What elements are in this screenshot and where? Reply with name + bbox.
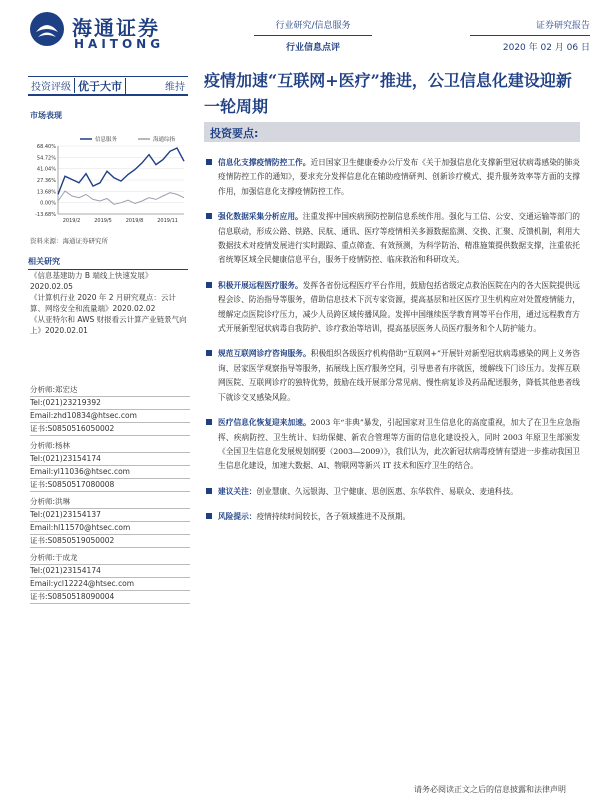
- legend-label: 信息服务: [95, 137, 118, 143]
- analyst-card: [30, 496, 190, 548]
- analyst-tel: Tel:(021)23154174: [30, 565, 190, 578]
- analyst-cert: 证书:S0850516050002: [30, 423, 190, 436]
- key-point-lead: 医疗信息化恢复迎来加速。: [218, 418, 311, 428]
- key-point-text: 发挥各省份远程医疗平台作用，鼓励包括省级定点救治医院在内的各大医院提供远程会诊、防治指导等服务，借助信息技术下沉专家资源，提高基层和社区医疗卫生机构应对处置疫情能力，缓解定点医院诊疗压力，减少人员跨区域传播风险。发挥中国继续医学教育网等平台作用，通过远程教育方式开展新型冠状病毒自我防护、诊疗救治等培训，提高基层医务人员医疗服务和个人防护能力。: [218, 280, 580, 334]
- market-performance-label: 市场表现: [30, 111, 62, 120]
- y-tick-label: 68.40%: [36, 144, 56, 150]
- y-tick-label: -13.68%: [35, 212, 56, 218]
- analyst-card: [30, 440, 190, 492]
- report-type: 证券研究报告: [470, 18, 590, 36]
- key-point-lead: 建议关注：: [218, 486, 257, 496]
- related-item[interactable]: 《计算机行业 2020 年 2 月研究观点：云计算、网络安全和流量端》2020.02.02: [30, 293, 176, 313]
- x-tick-label: 2019/11: [157, 218, 179, 224]
- bullet-icon: [206, 488, 212, 494]
- related-item[interactable]: 《信息基建助力 B 端线上快速发展》2020.02.05: [30, 271, 153, 291]
- y-tick-label: 13.68%: [36, 189, 56, 196]
- related-research-list: [30, 270, 190, 336]
- company-logo: [28, 10, 168, 54]
- x-tick-label: 2019/2: [62, 218, 81, 224]
- report-subcategory: 行业信息点评: [285, 43, 340, 53]
- bullet-icon: [206, 159, 212, 165]
- key-point-text: 创业慧康、久远银海、卫宁健康、思创医惠、东华软件、易联众、麦迪科技。: [256, 486, 518, 496]
- analyst-tel: Tel:(021)23154137: [30, 509, 190, 522]
- y-tick-label: 0.00%: [40, 200, 56, 207]
- y-tick-label: 27.36%: [36, 178, 56, 184]
- logo-english-name: HAITONG: [74, 37, 165, 51]
- key-point: [204, 210, 580, 268]
- report-meta-block: [470, 18, 590, 53]
- x-tick-label: 2019/8: [125, 218, 144, 224]
- key-point: [204, 510, 580, 524]
- key-point-lead: 信息化支撑疫情防控工作。: [218, 158, 311, 167]
- related-research-title: 相关研究: [28, 256, 188, 270]
- analyst-tel: Tel:(021)23219392: [30, 397, 190, 410]
- key-point-text: 注重发挥中国疾病预防控制信息系统作用。强化与工信、公安、交通运输等部门的信息联动，形成公路、铁路、民航、通讯、医疗等疫情相关多源数据监测、交换、汇聚、反馈机制，利用大数据技术对疫情发展进行实时跟踪、重点筛查、有效预测，为科学防治、精准施策提供数据支撑，注重依托省统筹区域全民健康信息平台，服务于疫情防控、临床救治和科研攻关。: [218, 212, 580, 265]
- logo-chinese-name: 海通证券: [72, 16, 160, 40]
- key-point-text: 疫情持续时间较长，各子领域推进不及预期。: [256, 512, 411, 522]
- x-tick-label: 2019/5: [94, 218, 112, 224]
- analyst-email[interactable]: Email:yl11036@htsec.com: [30, 466, 190, 479]
- series-line-haitong-index: [58, 191, 184, 204]
- analyst-name: 分析师:于成龙: [30, 552, 190, 565]
- logo-mark-icon: [28, 10, 66, 48]
- analyst-card: [30, 384, 190, 436]
- analyst-name: 分析师:洪琳: [30, 496, 190, 509]
- key-points-header: 投资要点:: [204, 122, 580, 142]
- bullet-icon: [206, 282, 212, 288]
- key-point-lead: 规范互联网诊疗咨询服务。: [218, 349, 311, 359]
- report-category-block: [254, 18, 372, 53]
- key-point: [204, 279, 580, 337]
- rating-value: 优于大市: [75, 78, 126, 94]
- rating-label: 投资评级: [28, 78, 75, 93]
- report-category: 行业研究/信息服务: [254, 18, 372, 36]
- investment-rating: [28, 76, 188, 96]
- analyst-cert: 证书:S0850519050002: [30, 535, 190, 548]
- series-line-info-service: [58, 148, 184, 194]
- page-header: [0, 0, 600, 62]
- key-point-text: 2003 年“非典”暴发，引起国家对卫生信息化的高度重视，加大了在卫生应急指挥、疾病防控、卫生统计、妇幼保健、新农合管理等方面的信息化建设投入，同时 2003 年原卫生部颁发《全国卫生信息化发展规划纲要（2003—2009）》，我们认为，此次新冠状病毒疫情有望进一步推动我国卫生信息化建设，加速大数据、AI、物联网等新兴 IT 技术和医疗卫生的结合。: [218, 418, 580, 471]
- key-point: [204, 416, 580, 474]
- legal-footer: 请务必阅读正文之后的信息披露和法律声明: [414, 785, 566, 794]
- key-point: [204, 485, 580, 499]
- performance-chart-svg: [28, 134, 188, 226]
- market-performance-chart: [28, 134, 188, 226]
- key-point-lead: 风险提示：: [218, 512, 257, 522]
- report-title: 疫情加速“互联网+医疗”推进，公卫信息化建设迎新一轮周期: [204, 71, 572, 116]
- y-tick-label: 41.04%: [36, 166, 56, 173]
- legend-label: 海通综指: [153, 137, 176, 143]
- analyst-email[interactable]: Email:hl11570@htsec.com: [30, 522, 190, 535]
- related-item[interactable]: 《从亚特尔和 AWS 财报看云计算产业链景气向上》2020.02.01: [30, 315, 187, 335]
- key-point-text: 近日国家卫生健康委办公厅发布《关于加强信息化支撑新型冠状病毒感染的肺炎疫情防控工作的通知》，要求充分发挥信息化在辅助疫情研判、创新诊疗模式、提升服务效率等方面的支撑作用，加强信息化支撑疫情防控工作。: [218, 158, 580, 196]
- analyst-email[interactable]: Email:zhd10834@htsec.com: [30, 410, 190, 423]
- key-point-lead: 强化数据采集分析应用。: [218, 212, 303, 222]
- key-point-text: 积极组织各级医疗机构借助“互联网+”开展针对新型冠状病毒感染的网上义务咨询、居家医学观察指导等服务，拓展线上医疗服务空间，引导患者有序就医，缓解线下门诊压力。发挥互联网医院、互联网诊疗的独特优势，鼓励在线开展部分常见病、慢性病复诊及药品配送服务，降低其他患者线下就诊交叉感染风险。: [218, 349, 580, 402]
- analyst-email[interactable]: Email:ycl12224@htsec.com: [30, 578, 190, 591]
- bullet-icon: [206, 419, 212, 425]
- analyst-cert: 证书:S0850517080008: [30, 479, 190, 492]
- analyst-tel: Tel:(021)23154174: [30, 453, 190, 466]
- bullet-icon: [206, 513, 212, 519]
- bullet-icon: [206, 350, 212, 356]
- analyst-card: [30, 552, 190, 604]
- report-date: 2020 年 02 月 06 日: [502, 43, 590, 53]
- key-point: [204, 156, 580, 199]
- analyst-name: 分析师:杨林: [30, 440, 190, 453]
- key-point-lead: 积极开展远程医疗服务。: [218, 280, 303, 290]
- analyst-name: 分析师:郑宏达: [30, 384, 190, 397]
- analyst-list: [30, 384, 190, 608]
- key-points-list: [204, 156, 580, 536]
- bullet-icon: [206, 213, 212, 219]
- chart-source: 资料来源：海通证券研究所: [30, 237, 108, 245]
- key-point: [204, 347, 580, 405]
- y-tick-label: 54.72%: [36, 155, 56, 162]
- analyst-cert: 证书:S0850518090004: [30, 591, 190, 604]
- rating-action: 维持: [165, 82, 185, 93]
